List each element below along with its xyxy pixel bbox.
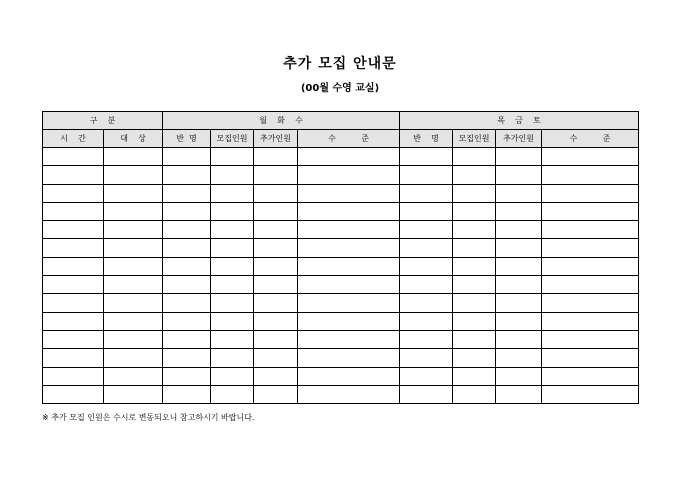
schedule-table bbox=[42, 111, 639, 404]
table-cell[interactable] bbox=[254, 349, 298, 367]
table-cell[interactable] bbox=[298, 257, 400, 275]
table-cell[interactable] bbox=[211, 202, 254, 220]
table-cell[interactable] bbox=[163, 148, 211, 166]
table-cell[interactable] bbox=[254, 330, 298, 348]
table-cell[interactable] bbox=[453, 202, 496, 220]
table-cell[interactable] bbox=[104, 257, 163, 275]
table-cell[interactable] bbox=[496, 184, 542, 202]
table-cell[interactable] bbox=[453, 367, 496, 385]
table-row bbox=[43, 312, 639, 330]
table-cell[interactable] bbox=[400, 184, 453, 202]
table-cell[interactable] bbox=[43, 367, 104, 385]
table-cell[interactable] bbox=[254, 276, 298, 294]
table-cell[interactable] bbox=[453, 312, 496, 330]
page-subtitle: (00월 수영 교실) bbox=[300, 83, 380, 94]
table-row bbox=[43, 239, 639, 257]
table-cell[interactable] bbox=[453, 330, 496, 348]
table-cell[interactable] bbox=[400, 367, 453, 385]
table-cell[interactable] bbox=[43, 294, 104, 312]
table-cell[interactable] bbox=[104, 276, 163, 294]
table-cell[interactable] bbox=[542, 294, 639, 312]
table-cell[interactable] bbox=[542, 221, 639, 239]
table-cell[interactable] bbox=[496, 294, 542, 312]
table-cell[interactable] bbox=[43, 330, 104, 348]
table-cell[interactable] bbox=[400, 312, 453, 330]
table-cell[interactable] bbox=[496, 367, 542, 385]
table-cell[interactable] bbox=[43, 202, 104, 220]
table-cell[interactable] bbox=[400, 330, 453, 348]
table-cell[interactable] bbox=[43, 166, 104, 184]
group-header-thu-fri-sat: 목 금 토 bbox=[400, 112, 639, 130]
group-header-category: 구 분 bbox=[43, 112, 163, 130]
table-cell[interactable] bbox=[542, 239, 639, 257]
table-cell[interactable] bbox=[496, 385, 542, 403]
table-cell[interactable] bbox=[254, 239, 298, 257]
table-cell[interactable] bbox=[211, 257, 254, 275]
table-cell[interactable] bbox=[453, 276, 496, 294]
table-cell[interactable] bbox=[254, 312, 298, 330]
table-cell[interactable] bbox=[496, 312, 542, 330]
table-cell[interactable] bbox=[542, 330, 639, 348]
table-cell[interactable] bbox=[400, 349, 453, 367]
table-cell[interactable] bbox=[163, 257, 211, 275]
table-row bbox=[43, 184, 639, 202]
table-cell[interactable] bbox=[496, 148, 542, 166]
column-header: 시 간 bbox=[43, 130, 104, 148]
table-cell[interactable] bbox=[211, 330, 254, 348]
table-cell[interactable] bbox=[496, 276, 542, 294]
table-cell[interactable] bbox=[104, 294, 163, 312]
table-cell[interactable] bbox=[298, 330, 400, 348]
table-row bbox=[43, 166, 639, 184]
table-cell[interactable] bbox=[163, 349, 211, 367]
table-row bbox=[43, 148, 639, 166]
table-cell[interactable] bbox=[298, 221, 400, 239]
table-cell[interactable] bbox=[104, 221, 163, 239]
table-cell[interactable] bbox=[43, 184, 104, 202]
table-cell[interactable] bbox=[254, 367, 298, 385]
table-cell[interactable] bbox=[43, 148, 104, 166]
table-cell[interactable] bbox=[453, 385, 496, 403]
table-cell[interactable] bbox=[163, 276, 211, 294]
column-header: 반 명 bbox=[163, 130, 211, 148]
table-cell[interactable] bbox=[453, 239, 496, 257]
table-cell[interactable] bbox=[496, 349, 542, 367]
table-cell[interactable] bbox=[104, 184, 163, 202]
table-cell[interactable] bbox=[43, 385, 104, 403]
table-row bbox=[43, 257, 639, 275]
table-cell[interactable] bbox=[211, 276, 254, 294]
table-cell[interactable] bbox=[496, 202, 542, 220]
table-cell[interactable] bbox=[163, 294, 211, 312]
table-cell[interactable] bbox=[163, 330, 211, 348]
table-cell[interactable] bbox=[254, 221, 298, 239]
column-header: 수 준 bbox=[542, 130, 639, 148]
table-cell[interactable] bbox=[453, 294, 496, 312]
table-cell[interactable] bbox=[254, 148, 298, 166]
table-cell[interactable] bbox=[211, 221, 254, 239]
table-cell[interactable] bbox=[298, 239, 400, 257]
table-cell[interactable] bbox=[496, 239, 542, 257]
table-cell[interactable] bbox=[211, 367, 254, 385]
column-header: 모집인원 bbox=[453, 130, 496, 148]
table-cell[interactable] bbox=[211, 184, 254, 202]
footnote: ※ 추가 모집 인원은 수시로 변동되오니 참고하시기 바랍니다. bbox=[42, 413, 255, 422]
table-cell[interactable] bbox=[254, 184, 298, 202]
table-cell[interactable] bbox=[211, 349, 254, 367]
table-cell[interactable] bbox=[163, 312, 211, 330]
table-cell[interactable] bbox=[298, 202, 400, 220]
table-cell[interactable] bbox=[298, 385, 400, 403]
table-cell[interactable] bbox=[453, 221, 496, 239]
table-cell[interactable] bbox=[298, 349, 400, 367]
table-cell[interactable] bbox=[400, 148, 453, 166]
table-cell[interactable] bbox=[400, 276, 453, 294]
table-cell[interactable] bbox=[400, 202, 453, 220]
table-cell[interactable] bbox=[453, 184, 496, 202]
table-cell[interactable] bbox=[542, 276, 639, 294]
table-cell[interactable] bbox=[211, 312, 254, 330]
table-cell[interactable] bbox=[542, 349, 639, 367]
table-cell[interactable] bbox=[211, 148, 254, 166]
table-cell[interactable] bbox=[104, 202, 163, 220]
table-row bbox=[43, 385, 639, 403]
table-cell[interactable] bbox=[104, 367, 163, 385]
table-cell[interactable] bbox=[43, 221, 104, 239]
table-cell[interactable] bbox=[43, 239, 104, 257]
table-cell[interactable] bbox=[43, 257, 104, 275]
table-cell[interactable] bbox=[211, 385, 254, 403]
table-cell[interactable] bbox=[163, 202, 211, 220]
table-row bbox=[43, 367, 639, 385]
page-title: 추가 모집 안내문 bbox=[283, 56, 397, 72]
table-cell[interactable] bbox=[43, 312, 104, 330]
table-cell[interactable] bbox=[163, 184, 211, 202]
table-cell[interactable] bbox=[400, 294, 453, 312]
table-cell[interactable] bbox=[104, 166, 163, 184]
table-cell[interactable] bbox=[400, 257, 453, 275]
table-cell[interactable] bbox=[211, 239, 254, 257]
table-row bbox=[43, 221, 639, 239]
table-cell[interactable] bbox=[400, 166, 453, 184]
table-cell[interactable] bbox=[542, 184, 639, 202]
table-cell[interactable] bbox=[254, 166, 298, 184]
table-cell[interactable] bbox=[453, 148, 496, 166]
table-cell[interactable] bbox=[298, 276, 400, 294]
table-row bbox=[43, 276, 639, 294]
table-cell[interactable] bbox=[496, 330, 542, 348]
table-row bbox=[43, 349, 639, 367]
table-cell[interactable] bbox=[453, 349, 496, 367]
table-cell[interactable] bbox=[163, 239, 211, 257]
table-cell[interactable] bbox=[542, 257, 639, 275]
table-cell[interactable] bbox=[254, 294, 298, 312]
table-cell[interactable] bbox=[104, 312, 163, 330]
table-cell[interactable] bbox=[104, 148, 163, 166]
table-cell[interactable] bbox=[400, 385, 453, 403]
table-cell[interactable] bbox=[496, 257, 542, 275]
table-cell[interactable] bbox=[496, 221, 542, 239]
table-cell[interactable] bbox=[400, 239, 453, 257]
table-cell[interactable] bbox=[542, 148, 639, 166]
table-cell[interactable] bbox=[298, 166, 400, 184]
table-cell[interactable] bbox=[298, 184, 400, 202]
table-cell[interactable] bbox=[254, 202, 298, 220]
table-cell[interactable] bbox=[163, 385, 211, 403]
table-cell[interactable] bbox=[163, 367, 211, 385]
table-cell[interactable] bbox=[453, 166, 496, 184]
table-cell[interactable] bbox=[104, 349, 163, 367]
column-header: 추가인원 bbox=[496, 130, 542, 148]
column-header: 대 상 bbox=[104, 130, 163, 148]
table-cell[interactable] bbox=[542, 385, 639, 403]
table-cell[interactable] bbox=[211, 294, 254, 312]
table-cell[interactable] bbox=[298, 367, 400, 385]
column-header: 반 명 bbox=[400, 130, 453, 148]
table-row bbox=[43, 330, 639, 348]
table-row bbox=[43, 202, 639, 220]
table-cell[interactable] bbox=[104, 385, 163, 403]
table-cell[interactable] bbox=[496, 166, 542, 184]
table-cell[interactable] bbox=[298, 312, 400, 330]
table-cell[interactable] bbox=[453, 257, 496, 275]
table-cell[interactable] bbox=[298, 148, 400, 166]
table-cell[interactable] bbox=[254, 385, 298, 403]
column-header: 모집인원 bbox=[211, 130, 254, 148]
column-header: 수 준 bbox=[298, 130, 400, 148]
table-cell[interactable] bbox=[542, 312, 639, 330]
table-cell[interactable] bbox=[104, 239, 163, 257]
table-row bbox=[43, 294, 639, 312]
table-cell[interactable] bbox=[400, 221, 453, 239]
table-cell[interactable] bbox=[43, 276, 104, 294]
table-cell[interactable] bbox=[163, 221, 211, 239]
table-cell[interactable] bbox=[211, 166, 254, 184]
table-cell[interactable] bbox=[542, 166, 639, 184]
table-cell[interactable] bbox=[43, 349, 104, 367]
table-cell[interactable] bbox=[298, 294, 400, 312]
group-header-mon-tue-wed: 월 화 수 bbox=[163, 112, 400, 130]
table-cell[interactable] bbox=[542, 202, 639, 220]
table-cell[interactable] bbox=[104, 330, 163, 348]
column-header: 추가인원 bbox=[254, 130, 298, 148]
table-cell[interactable] bbox=[163, 166, 211, 184]
table-cell[interactable] bbox=[254, 257, 298, 275]
table-cell[interactable] bbox=[542, 367, 639, 385]
